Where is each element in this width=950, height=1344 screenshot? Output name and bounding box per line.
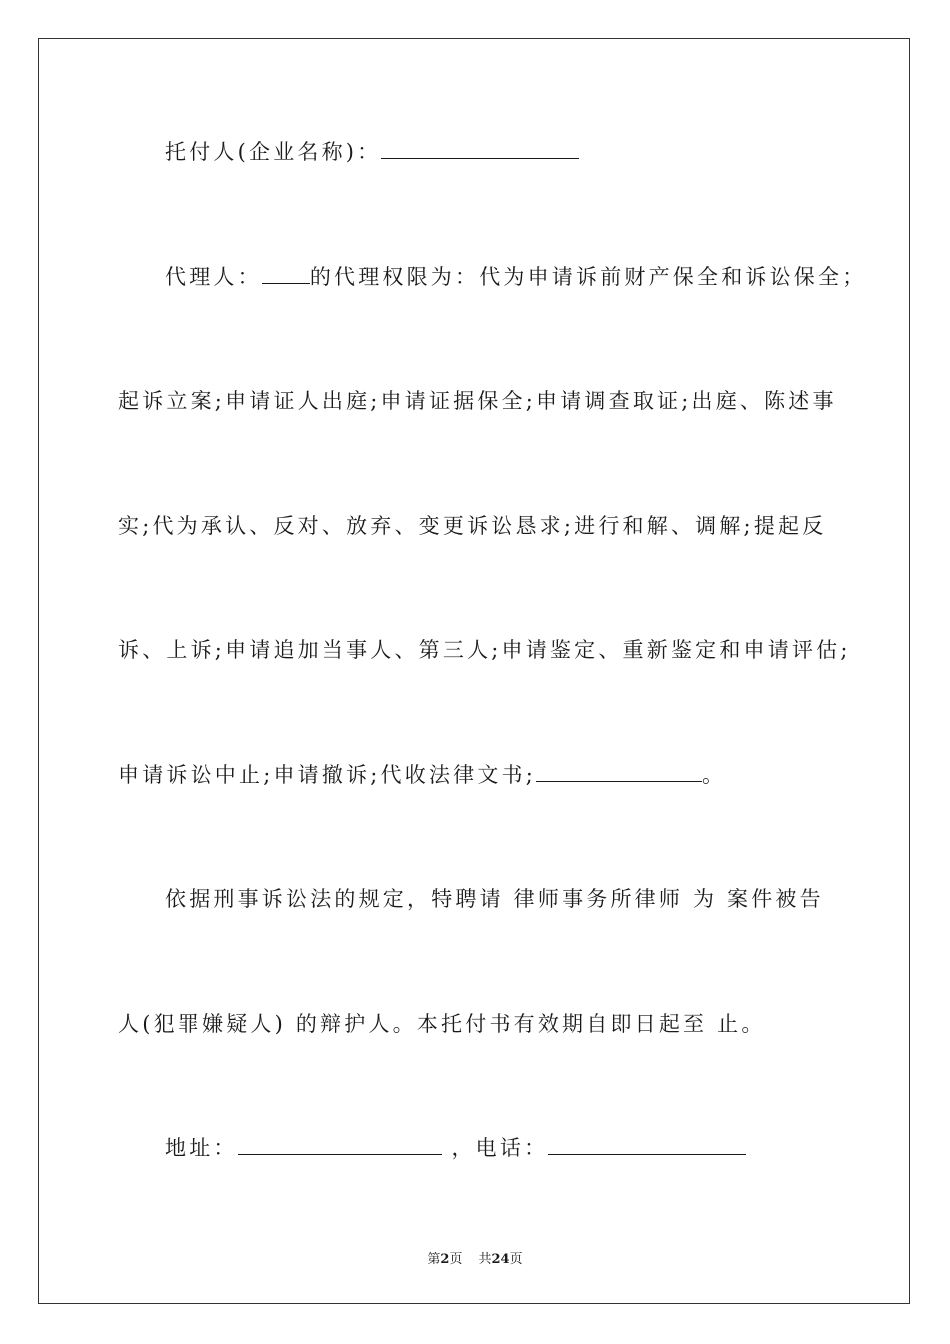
defense-text-line-1: 依据刑事诉讼法的规定，特聘请 律师事务所律师 为 案件被告	[165, 887, 824, 911]
client-line	[165, 140, 579, 164]
agent-authority-text: 的代理权限为：代为申请诉前财产保全和诉讼保全；	[309, 265, 867, 289]
authority-text-line-4: 诉、上诉;申请追加当事人、第三人;申请鉴定、重新鉴定和申请评估;	[118, 638, 851, 662]
address-blank[interactable]	[238, 1136, 442, 1155]
phone-blank[interactable]	[548, 1136, 746, 1155]
agent-label: 代理人：	[165, 265, 262, 289]
phone-label: ，电话：	[441, 1136, 549, 1160]
agent-authority-line	[165, 265, 866, 289]
defense-text-line-2: 人(犯罪嫌疑人) 的辩护人。本托付书有效期自即日起至 止。	[118, 1012, 766, 1036]
period-mark: 。	[702, 763, 727, 787]
page-border	[38, 38, 910, 1304]
page-footer	[0, 1248, 950, 1267]
total-unit: 页	[509, 1252, 523, 1267]
client-name-blank[interactable]	[381, 140, 579, 159]
agent-name-blank[interactable]	[262, 265, 310, 284]
page-unit: 页	[449, 1252, 463, 1267]
authority-text-line-3: 实;代为承认、反对、放弃、变更诉讼恳求;进行和解、调解;提起反	[118, 514, 827, 538]
contact-line	[165, 1136, 746, 1160]
address-label: 地址：	[165, 1136, 238, 1160]
authority-text-line-5	[118, 763, 726, 787]
current-page-number: 2	[440, 1252, 450, 1267]
page-prefix: 第	[427, 1252, 441, 1267]
total-page-number: 24	[491, 1252, 510, 1267]
total-prefix: 共	[478, 1252, 492, 1267]
other-authority-blank[interactable]	[536, 763, 702, 782]
authority-text-end: 申请诉讼中止;申请撤诉;代收法律文书;	[118, 763, 537, 787]
client-label: 托付人(企业名称)：	[165, 140, 382, 164]
authority-text-line-2: 起诉立案;申请证人出庭;申请证据保全;申请调查取证;出庭、陈述事	[118, 389, 837, 413]
